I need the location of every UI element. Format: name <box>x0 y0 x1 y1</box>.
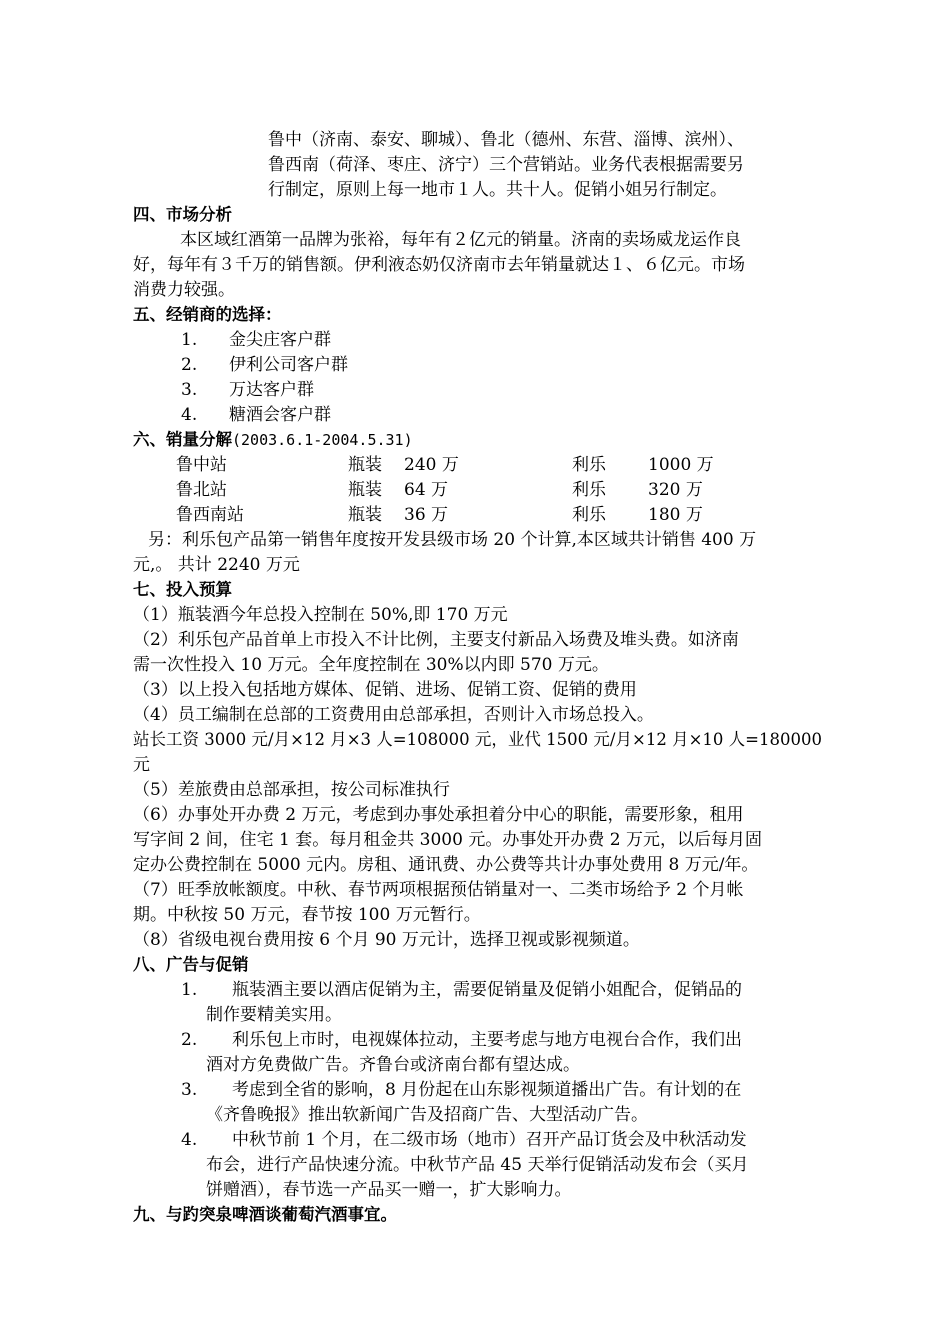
section-4-line-1: 本区域红酒第一品牌为张裕，每年有２亿元的销量。济南的卖场威龙运作良 <box>180 230 741 250</box>
section-9-heading: 九、与趵突泉啤酒谈葡萄汽酒事宜。 <box>133 1205 397 1224</box>
promo-item-line: 《齐鲁晚报》推出软新闻广告及招商广告、大型活动广告。 <box>206 1105 648 1125</box>
sales-type-tetra: 利乐 <box>572 455 606 475</box>
budget-line: 需一次性投入 10 万元。全年度控制在 30%以内即 570 万元。 <box>133 655 609 675</box>
budget-line: 期。中秋按 50 万元，春节按 100 万元暂行。 <box>133 905 481 925</box>
sales-value-tetra: 1000 万 <box>648 455 714 475</box>
intro-line-3: 行制定，原则上每一地市１人。共十人。促销小姐另行制定。 <box>268 180 727 200</box>
budget-line: （7）旺季放帐额度。中秋、春节两项根据预估销量对一、二类市场给予 2 个月帐 <box>133 880 744 900</box>
sales-type-bottled: 瓶装 <box>348 480 382 500</box>
section-6-period: (2003.6.1-2004.5.31) <box>232 431 413 449</box>
sales-value-bottled: 240 万 <box>404 455 459 475</box>
sales-value-tetra: 180 万 <box>648 505 703 525</box>
sales-value-tetra: 320 万 <box>648 480 703 500</box>
dealer-item-text: 金尖庄客户群 <box>229 330 331 350</box>
dealer-item-text: 糖酒会客户群 <box>229 405 331 425</box>
sales-note-2: 元,。 共计 2240 万元 <box>133 555 300 575</box>
sales-station: 鲁西南站 <box>176 505 244 525</box>
sales-type-bottled: 瓶装 <box>348 505 382 525</box>
sales-note-1: 另：利乐包产品第一销售年度按开发县级市场 20 个计算,本区域共计销售 400 万 <box>148 530 757 550</box>
budget-line: 写字间 2 间，住宅 1 套。每月租金共 3000 元。办事处开办费 2 万元，以后每月固 <box>133 830 762 850</box>
dealer-item-number: 1. <box>181 330 198 350</box>
budget-line: （8）省级电视台费用按 6 个月 90 万元计，选择卫视或影视频道。 <box>133 930 640 950</box>
promo-item-number: 1. <box>181 980 198 1000</box>
budget-line: （6）办事处开办费 2 万元，考虑到办事处承担着分中心的职能，需要形象，租用 <box>133 805 744 825</box>
budget-line: （1）瓶装酒今年总投入控制在 50%,即 170 万元 <box>133 605 508 625</box>
promo-item-number: 4. <box>181 1130 198 1150</box>
promo-item-number: 3. <box>181 1080 198 1100</box>
budget-line: （5）差旅费由总部承担，按公司标准执行 <box>133 780 450 800</box>
promo-item-line: 利乐包上市时，电视媒体拉动，主要考虑与地方电视台合作，我们出 <box>232 1030 742 1050</box>
sales-value-bottled: 36 万 <box>404 505 449 525</box>
sales-type-tetra: 利乐 <box>572 480 606 500</box>
budget-line: （3）以上投入包括地方媒体、促销、进场、促销工资、促销的费用 <box>133 680 637 700</box>
sales-type-tetra: 利乐 <box>572 505 606 525</box>
promo-item-line: 饼赠酒），春节选一产品买一赠一，扩大影响力。 <box>206 1180 572 1200</box>
section-6-heading: 六、销量分解 <box>133 430 232 449</box>
promo-item-number: 2. <box>181 1030 198 1050</box>
budget-line: （4）员工编制在总部的工资费用由总部承担，否则计入市场总投入。 <box>133 705 654 725</box>
promo-item-line: 瓶装酒主要以酒店促销为主，需要促销量及促销小姐配合，促销品的 <box>232 980 742 1000</box>
dealer-item-text: 万达客户群 <box>229 380 314 400</box>
intro-line-2: 鲁西南（荷泽、枣庄、济宁）三个营销站。业务代表根据需要另 <box>268 155 744 175</box>
dealer-item-number: 3. <box>181 380 198 400</box>
budget-line: 元 <box>133 755 150 775</box>
dealer-item-number: 2. <box>181 355 198 375</box>
dealer-item-text: 伊利公司客户群 <box>229 355 348 375</box>
promo-item-line: 酒对方免费做广告。齐鲁台或济南台都有望达成。 <box>206 1055 580 1075</box>
section-4-heading: 四、市场分析 <box>133 205 232 224</box>
section-5-heading: 五、经销商的选择： <box>133 305 282 324</box>
dealer-item-number: 4. <box>181 405 198 425</box>
intro-line-1: 鲁中（济南、泰安、聊城）、鲁北（德州、东营、淄博、滨州）、 <box>268 130 744 150</box>
budget-line: 站长工资 3000 元/月×12 月×3 人=108000 元，业代 1500 元/月×12 月×10 人=180000 <box>133 730 823 750</box>
promo-item-line: 中秋节前 1 个月，在二级市场（地市）召开产品订货会及中秋活动发 <box>232 1130 747 1150</box>
sales-value-bottled: 64 万 <box>404 480 449 500</box>
section-6-heading-line <box>133 428 413 452</box>
section-7-heading: 七、投入预算 <box>133 580 232 599</box>
section-8-heading: 八、广告与促销 <box>133 955 249 974</box>
sales-station: 鲁北站 <box>176 480 227 500</box>
promo-item-line: 考虑到全省的影响，8 月份起在山东影视频道播出广告。有计划的在 <box>232 1080 742 1100</box>
promo-item-line: 布会，进行产品快速分流。中秋节产品 45 天举行促销活动发布会（买月 <box>206 1155 749 1175</box>
budget-line: 定办公费控制在 5000 元内。房租、通讯费、办公费等共计办事处费用 8 万元/年。 <box>133 855 759 875</box>
promo-item-line: 制作要精美实用。 <box>206 1005 342 1025</box>
sales-station: 鲁中站 <box>176 455 227 475</box>
section-4-line-2: 好，每年有３千万的销售额。伊利液态奶仅济南市去年销量就达１、６亿元。市场 <box>133 255 745 275</box>
sales-type-bottled: 瓶装 <box>348 455 382 475</box>
section-4-line-3: 消费力较强。 <box>133 280 235 300</box>
budget-line: （2）利乐包产品首单上市投入不计比例，主要支付新品入场费及堆头费。如济南 <box>133 630 739 650</box>
